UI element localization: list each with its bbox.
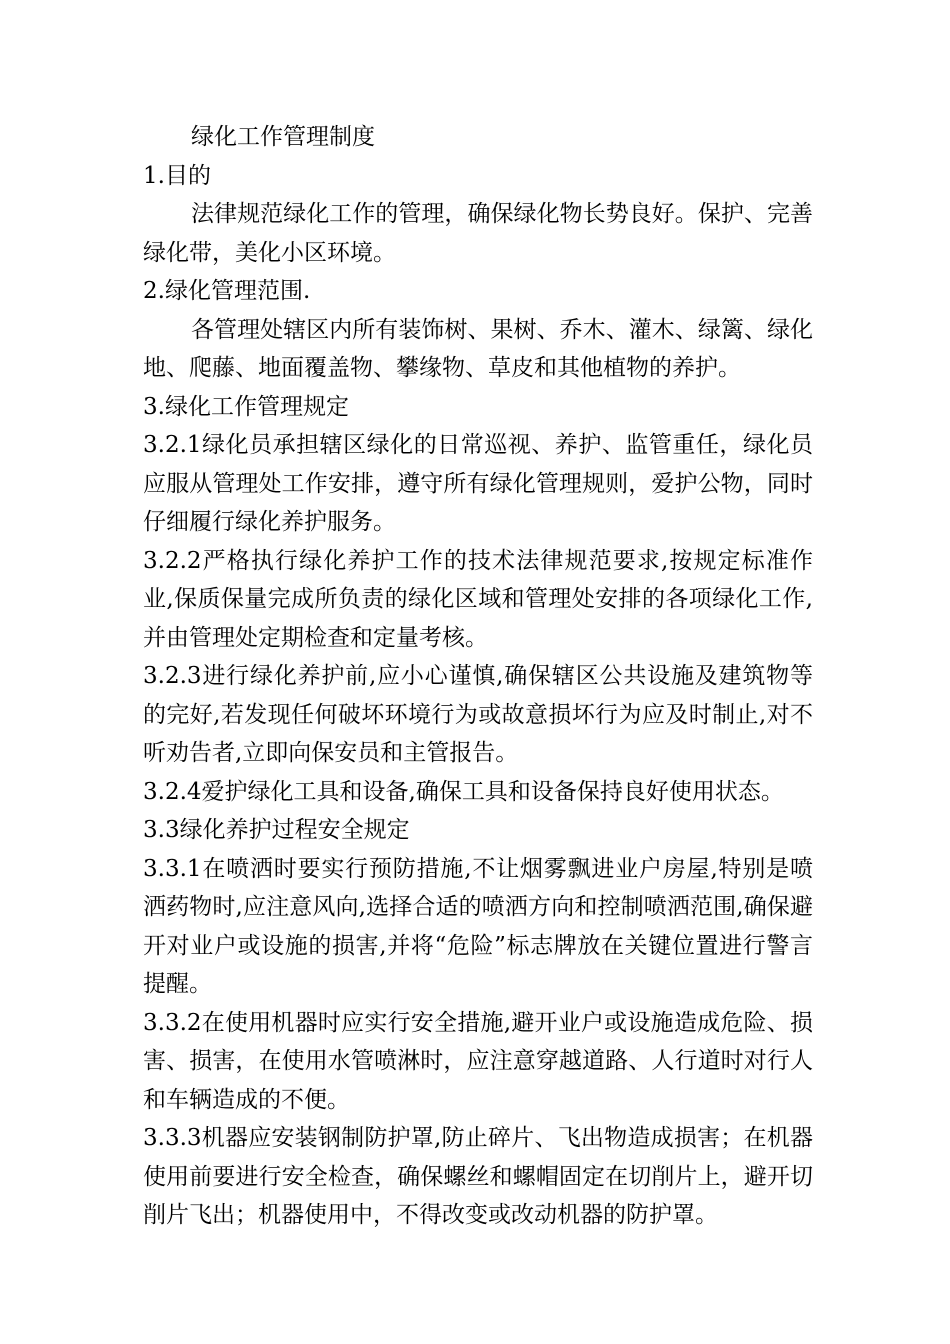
clause-3-2-3: 3.2.3进行绿化养护前,应小心谨慎,确保辖区公共设施及建筑物等的完好,若发现任何破坏环境行为或故意损坏行为应及时制止,对不听劝告者,立即向保安员和主管报告。 [143,663,813,766]
clause-3-3-3: 3.3.3机器应安装钢制防护罩,防止碎片、飞出物造成损害；在机器使用前要进行安全检查，确保螺丝和螺帽固定在切削片上，避开切削片飞出；机器使用中，不得改变或改动机器的防护罩。 [143,1125,813,1228]
clause-3-2-4: 3.2.4爱护绿化工具和设备,确保工具和设备保持良好使用状态。 [143,778,784,805]
clause-3-3-1: 3.3.1在喷洒时要实行预防措施,不让烟雾飘进业户房屋,特别是喷洒药物时,应注意风向,选择合适的喷洒方向和控制喷洒范围,确保避开对业户或设施的损害,并将“危险”标志牌放在关键位置进行警言提醒。 [143,855,813,997]
document-body [143,118,813,1235]
paragraph-purpose: 法律规范绿化工作的管理，确保绿化物长势良好。保护、完善绿化带，美化小区环境。 [143,201,813,266]
section-heading-3: 3.绿化工作管理规定 [143,393,349,420]
paragraph-scope: 各管理处辖区内所有装饰树、果树、乔木、灌木、绿篱、绿化地、爬藤、地面覆盖物、攀缘物、草皮和其他植物的养护。 [143,316,813,381]
section-heading-1: 1.目的 [143,162,211,189]
section-heading-2: 2.绿化管理范围. [143,278,311,304]
clause-3-2-2: 3.2.2严格执行绿化养护工作的技术法律规范要求,按规定标准作业,保质保量完成所负责的绿化区域和管理处安排的各项绿化工作,并由管理处定期检查和定量考核。 [143,547,813,651]
clause-3-3-2: 3.3.2在使用机器时应实行安全措施,避开业户或设施造成危险、损害、损害，在使用水管喷淋时，应注意穿越道路、人行道时对行人和车辆造成的不便。 [143,1009,813,1113]
document-title: 绿化工作管理制度 [191,124,375,150]
section-heading-3-3: 3.3绿化养护过程安全规定 [143,817,410,843]
clause-3-2-1: 3.2.1绿化员承担辖区绿化的日常巡视、养护、监管重任，绿化员应服从管理处工作安排，遵守所有绿化管理规则，爱护公物，同时仔细履行绿化养护服务。 [143,432,813,535]
